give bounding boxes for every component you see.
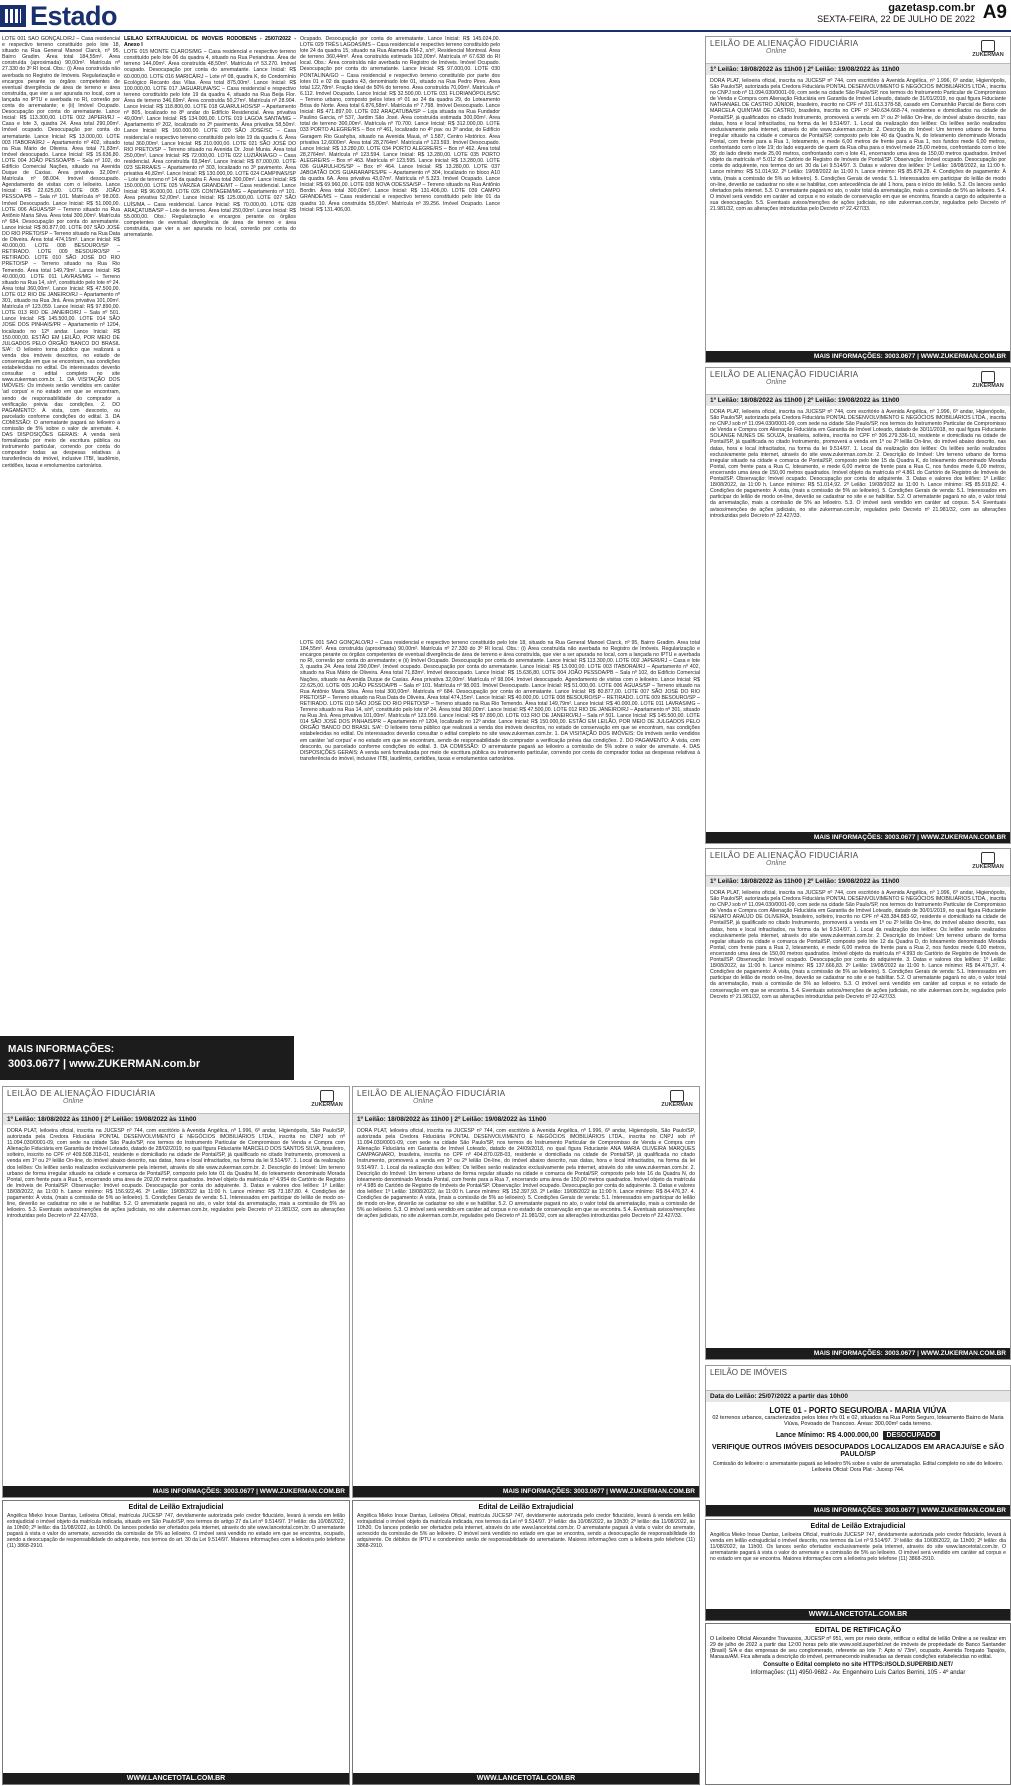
property-lot-title: LOTE 01 - PORTO SEGURO/BA - MARIA VIÚVA [769,1406,947,1415]
box-heading: LEILÃO DE ALIENAÇÃO FIDUCIÁRIA [357,1089,506,1098]
property-auction-box [705,1365,1011,1517]
auction-body: DORA PLAT, leiloeira oficial, inscrita na JUCESP nº 744, com escritório à Avenida Angélica, nº 1.996, 6º andar, Higienópolis, São Paulo/SP, autorizada pela Credora Fiduciária PONTAL DESENVOLVIMENTO E NEGÓCIOS IMOBILIÁRIOS LTDA., inscrita no CNPJ sob nº 11.094.030/0001-09, com sede na cidade São Paulo/SP, nos termos do Instrumento Particular de Compromisso de Venda e Compra com Alienação Fiduciária em Garantia de Imóvel Loteado, datado de 30/11/2018, no qual figura Fiduciante SOLANGE NUNES DE SOUZA, brasileira, solteira, inscrita no CPF nº 306.279.336-10, residente e domiciliada na cidade de Pontal/SP, já qualificada no citado Instrumento, promoverá a venda em 1º ou 2º leilão On-line, do imóvel abaixo descrito, nas datas, hora e local infracitados, na forma da lei 9.514/97. 1. Local da realização dos leilões: Os leilões serão realizados exclusivamente pela internet, através do site www.zukerman.com.br. 2. Descrição do Imóvel: Um terreno urbano de forma irregular situado na cidade e comarca de Pontal/SP, composto pelo lote 15 da Quadra K, do loteamento denominado Morada Pontal, com frente para a Rua C, loteamento, e mede 6,00 metros de frente para a Rua C, nos fundos mede 6,00 metros, encerrando uma área de 150,00 metros quadrados. Imóvel objeto da matrícula nº 4.861 do Cartório de Registro de Imóveis de Pontal/SP. Observação: Imóvel ocupado. Desocupação por conta do adquirente. 3. Datas e valores dos leilões: 1º Leilão: 18/08/2022, às 11:00 h. Lance mínimo: R$ 51.014,92. 2º Leilão: 19/08/2022 às 11:00 h. Lance mínimo: R$ 85.919,82. 4. Condições de pagamento: À vista, (mais a comissão de 5% ao leiloeiro). 5. Condições Gerais de venda: 5.1. Interessados em participar do leilão de modo on-line, deverão se cadastrar no site e se habilitar. 5.2. O arrematante pagará no ato, o valor total da arrematação, mais a comissão de 5% ao leiloeiro. 5.3. O imóvel será vendido em caráter ad corpus. 5.4. Eventuais avisos/menções de ações judiciais, no site zukerman.com.br, regulados pelo Decreto nº 21.981/32, com as alterações introduzidas pelo Decreto nº 22.427/33. [710,409,1006,519]
notice-footer: WWW.LANCETOTAL.COM.BR [353,1773,699,1784]
rectification-notice [705,1623,1011,1785]
notice-column-1-text: LOTE 001 SÃO GONÇALO/RJ – Casa residencial e respectivo terreno constituído pelo lote 18, situado na Rua General Manoel Clarck, nº 95, Bairro Gradim. Área total 184,55m². Área construída (aproximada) 90,00m². Matrícula nº 27.330 do 3º RI local. Obs.: (i) Área construída não averbada no Registro de Imóveis. Regularização e encargos perante os órgãos competentes de eventual divergência de área de terreno e área construída, que vier a ser apurada no local, com a lançada no IPTU e averbada no RI, correrão por conta do arrematante; e (ii) Imóvel Ocupado. Desocupação por conta do arrematante. Lance Inicial: R$ 113.300,00. LOTE 002 JAPERI/RJ – Casa e lote 3, quadra 24. Área total 290,00m². Imóvel ocupado. Desocupação por conta do arrematante. Lance Inicial: R$ 13.000,00. LOTE 003 ITABORAÍ/RJ – Apartamento nº 402, situado na Rua Mário de Oliveira. Área total 71,83m². Imóvel desocupado. Lance Inicial: R$ 15.636,80. LOTE 004 JOÃO PESSOA/PB – Sala nº 102, do Edifício Comercial Nações, situado na Avenida Duque de Caxias. Área privativa 32,00m². Matrícula nº 98.004. Imóvel desocupado. Agendamento de visitas com o leiloeiro. Lance Inicial: R$ 22.625,00. LOTE 005 JOÃO PESSOA/PB – Sala nº 101. Matrícula nº 98.003. Imóvel Desocupado. Lance Inicial: R$ 51.000,00. LOTE 006 ÁGUAS/SP – Terreno situado na Rua Antônio Maria Silva. Área total 300,00m². Matrícula nº 684. Desocupação por conta do arrematante. Lance Inicial: R$ 80.877,00. LOTE 007 SÃO JOSÉ DO RIO PRETO/SP – Terreno situado na Rua Data de Oliveira. Área total 474,15m². Lance Inicial: R$ 40.000,00. LOTE 008 BESOURO/SP – RETIRADO. LOTE 009 BESOURO/SP – RETIRADO. LOTE 010 SÃO JOSÉ DO RIO PRETO/SP – Terreno situado na Rua Rio Temendo. Área total 149,79m². Lance Inicial: R$ 40.000,00. LOTE 011 LAVRAS/MG – Terreno situado na Rua 14, s/nº, constituído pelo lote nº 24. Área total 360,00m². Lance Inicial: R$ 47.500,00. LOTE 012 RIO DE JANEIRO/RJ – Apartamento nº 301, situado na Rua Jirá. Área privativa 101,00m². Matrícula nº 123.059. Lance Inicial: R$ 97.890,00. LOTE 013 RIO DE JANEIRO/RJ – Sala nº 501. Lance Inicial: R$ 145.500,00. LOTE 014 SÃO JOSÉ DOS PINHAIS/PR – Apartamento nº 1204, localizado no 12º andar. Lance Inicial: R$ 150.000,00. ESTÃO EM LEILÃO, POR MEIO DE JULGADOS PELO ÓRGÃO 'BANCO DO BRASIL S/A': O leiloeiro torna público que realizará a venda dos imóveis descritos, no estado de conservação em que se encontram, nas condições estabelecidas no edital. Os interessados deverão consultar o edital completo no site www.zukerman.com.br. 1. DA VISITAÇÃO DOS IMÓVEIS: Os imóveis serão vendidos em caráter 'ad corpus' e no estado em que se encontram, sendo de responsabilidade do comprador a verificação prévia das condições. 2. DO PAGAMENTO: À vista, com desconto, ou parcelado conforme condições do edital. 3. DA COMISSÃO: O arrematante pagará ao leiloeiro a comissão de 5% sobre o valor de arremate. 4. DAS DISPOSIÇÕES GERAIS: A venda será formalizada por meio de escritura pública ou instrumento particular, correndo por conta do comprador todas as despesas relativas à transferência do imóvel, inclusive ITBI, laudêmio, certidões, taxas e emolumentos cartorários. [2,36,120,469]
more-info-contact: 3003.0677 | www.ZUKERMAN.com.br [8,1058,201,1070]
fiduciary-auction-box-5 [352,1086,700,1498]
box-online-tag: Online [766,379,787,386]
box-online-tag: Online [63,1098,84,1105]
zukerman-logo: ZUKERMAN [659,1090,695,1108]
zukerman-logo: ZUKERMAN [970,371,1006,389]
notice-column-1 [2,36,120,1032]
auction-dates: 1º Leilão: 18/08/2022 às 11h00 | 2º Leilão: 19/08/2022 às 11h00 [706,64,1010,75]
masthead [0,0,1011,30]
fiduciary-auction-box-2 [705,367,1011,844]
more-info-label: MAIS INFORMAÇÕES: [8,1044,115,1055]
masthead-rule [0,30,1011,32]
property-auction-heading: LEILÃO DE IMÓVEIS [706,1366,1010,1391]
notice-footer: WWW.LANCETOTAL.COM.BR [706,1609,1010,1620]
box-online-tag: Online [766,48,787,55]
auction-dates: 1º Leilão: 18/08/2022 às 11h00 | 2º Leilão: 19/08/2022 às 11h00 [706,876,1010,887]
vacant-badge: DESOCUPADO [883,1431,941,1440]
extrajudicial-notice-3 [705,1519,1011,1621]
box-heading: LEILÃO DE ALIENAÇÃO FIDUCIÁRIA [710,39,859,48]
zukerman-logo-icon [320,1090,334,1102]
logo-text: Estado [30,0,118,31]
notice-title: Edital de Leilão Extrajudicial [128,1504,224,1511]
commission-note: Comissão do leiloeiro: o arrematante pagará ao leiloeiro 5% sobre o valor de arrematação. Edital completo no site do leiloeiro. Leiloeira Oficial: Dora Plat - Jucesp 744. [712,1461,1004,1473]
box-online-tag: Online [413,1098,434,1105]
rectification-info: Informações: (11) 4950-9682 - Av. Engenheiro Luís Carlos Berrini, 105 - 4º andar [750,1670,966,1677]
notice-column-2-text: LOTE 015 MONTE CLAROS/MG – Casa residencial e respectivo terreno constituído pelo lote 06 da quadra 4, situado na Rua Periandras. Área de terreno 144,00m². Área construída 48,50m². Matrícula nº 53.270. Imóvel ocupado. Desocupação por conta do arrematante. Lance Inicial: R$ 60.000,00. LOTE 016 MARICÁ/RJ – Lote nº 08, quadra K, do Condomínio Ecológico Recanto das Vilas. Área total 875,00m². Lance Inicial: R$ 100.000,00. LOTE 017 JAGUARUNA/SC – Casa residencial e respectivo terreno constituído pelo lote 19 da quadra 4, situado na Rua Beija Flor. Área de terreno 346,69m². Área construída 50,27m². Matrícula nº 28.904. Lance Inicial: R$ 118.800,00. LOTE 018 GUARULHOS/SP – Apartamento nº 805, localizado no 8º andar do Edifício Residencial. Área privativa 49,00m². Lance Inicial: R$ 134.000,00. LOTE 019 LAGOA SANTA/MG – Apartamento nº 202, localizado no 2º pavimento. Área privativa 58,50m². Lance Inicial: R$ 160.000,00. LOTE 020 SÃO JOSÉ/SC – Casa residencial e respectivo terreno constituído pelo lote 19 da quadra 6. Área total 360,00m². Lance Inicial: R$ 210.000,00. LOTE 021 SÃO JOSÉ DO RIO PRETO/SP – Terreno situado na Avenida Dr. José Munia. Área total 250,00m². Lance Inicial: R$ 72.000,00. LOTE 022 LUZIÂNIA/GO – Casa residencial. Área construída 69,94m². Lance Inicial: R$ 87.000,00. LOTE 023 SERRA/ES – Apartamento nº 303, localizado no 3º pavimento. Área privativa 46,82m². Lance Inicial: R$ 130.000,00. LOTE 024 CAMPINAS/SP – Lote de terreno nº 14 da quadra F. Área total 300,00m². Lance Inicial: R$ 150.000,00. LOTE 025 VÁRZEA GRANDE/MT – Casa residencial. Lance Inicial: R$ 96.000,00. LOTE 026 CONTAGEM/MG – Apartamento nº 101. Área privativa 52,00m². Lance Inicial: R$ 125.000,00. LOTE 027 SÃO LUÍS/MA – Casa residencial. Lance Inicial: R$ 70.000,00. LOTE 028 ARAÇATUBA/SP – Lote de terreno. Área total 250,00m². Lance Inicial: R$ 55.000,00. Obs.: Regularização e encargos perante os órgãos competentes de eventual divergência de área de terreno e área construída, que vier a ser apurada no local, correrão por conta do arrematante. [124,49,296,238]
notice-title: Edital de Leilão Extrajudicial [478,1504,574,1511]
fiduciary-auction-box-4 [2,1086,350,1498]
property-auction-date: Data do Leilão: 25/07/2022 a partir das 10h00 [706,1391,1010,1402]
rectification-title: EDITAL DE RETIFICAÇÃO [814,1627,902,1634]
zukerman-logo-icon [981,371,995,383]
notice-column-2 [124,36,296,1032]
site-url: gazetasp.com.br [888,2,975,14]
zukerman-logo-icon [670,1090,684,1102]
zukerman-logo: ZUKERMAN [970,40,1006,58]
newspaper-logo [0,0,118,31]
fiduciary-auction-box-3 [705,848,1011,1360]
minimum-bid: Lance Mínimo: R$ 4.000.000,00 DESOCUPADO [706,1431,1010,1440]
box-heading: LEILÃO DE ALIENAÇÃO FIDUCIÁRIA [710,851,859,860]
auction-footer: MAIS INFORMAÇÕES: 3003.0677 | WWW.ZUKERMAN.COM.BR [706,351,1010,362]
box-heading: LEILÃO DE ALIENAÇÃO FIDUCIÁRIA [710,370,859,379]
property-lot-description: 02 terrenos urbanos, caracterizados pelos lotes nºs 01 e 02, situados na Rua Porto Seguro, loteamento Bairro de Maria Viúva, Povoado de Trancoso. Áreas: 300,00m² cada terreno. [712,1415,1004,1427]
auction-footer: MAIS INFORMAÇÕES: 3003.0677 | WWW.ZUKERMAN.COM.BR [706,1348,1010,1359]
notice-column-3 [300,36,500,636]
rectification-consult: Consulte o Edital completo no site HTTPS://SOLD.SUPERBID.NET/ [763,1662,953,1669]
edition-date: SEXTA-FEIRA, 22 DE JULHO DE 2022 [817,14,975,24]
auction-body: DORA PLAT, leiloeira oficial, inscrita na JUCESP nº 744, com escritório à Avenida Angélica, nº 1.996, 6º andar, Higienópolis, São Paulo/SP, autorizada pela Credora Fiduciária PONTAL DESENVOLVIMENTO E NEGÓCIOS IMOBILIÁRIOS LTDA., inscrita no CNPJ sob nº 11.094.030/0001-09, com sede na cidade São Paulo/SP, nos termos do Instrumento Particular de Compromisso de Venda e Compra com Alienação Fiduciária em Garantia de Imóvel Loteado, datado de 28/02/2019, no qual figura Fiduciante MARCELO DOS SANTOS SILVA, brasileiro, solteiro, inscrito no CPF nº 409.508.318-01, residente e domiciliado na cidade de Pontal/SP, já qualificado no citado Instrumento, promoverá a venda em 1º ou 2º leilão On-line, do imóvel abaixo descrito, nas datas, hora e local infracitados, na forma da lei 9.514/97. 1. Local da realização dos leilões: Os leilões serão realizados exclusivamente pela internet, através do site www.zukerman.com.br. 2. Descrição do Imóvel: Um terreno urbano de forma irregular situado na cidade e comarca de Pontal/SP, composto pelo lote 01 da Quadra M, do loteamento denominado Morada Pontal, com frente para a Rua 5, encerrando uma área de 202,00 metros quadrados. Imóvel objeto da matrícula nº 4.954 do Cartório de Registro de Imóveis de Pontal/SP. Observação: Imóvel ocupado. Desocupação por conta do adquirente. 3. Datas e valores dos leilões: 1º Leilão: 18/08/2022, às 11:00 h. Lance mínimo: R$ 156.922,46. 2º Leilão: 19/08/2022 às 11:00 h. Lance mínimo: R$ 73.187,80. 4. Condições de pagamento: À vista, (mais a comissão de 5% ao leiloeiro). 5. Condições Gerais de venda: 5.1. Interessados em participar do leilão de modo on-line, deverão se cadastrar no site e se habilitar. 5.2. O arrematante pagará no ato, o valor total da arrematação, mais a comissão de 5% ao leiloeiro. 5.3. Eventuais avisos/menções de ações judiciais, no site zukerman.com.br, regulados pelo Decreto nº 21.981/32, com as alterações introduzidas pelo Decreto nº 22.427/33. [7,1128,345,1220]
auction-body: DORA PLAT, leiloeira oficial, inscrita na JUCESP nº 744, com escritório à Avenida Angélica, nº 1.996, 6º andar, Higienópolis, São Paulo/SP, autorizada pela Credora Fiduciária PONTAL DESENVOLVIMENTO E NEGÓCIOS IMOBILIÁRIOS LTDA., inscrita no CNPJ sob nº 11.094.030/0001-09, com sede na cidade São Paulo/SP, nos termos do Instrumento Particular de Compromisso de Venda e Compra com Alienação Fiduciária em Garantia de Imóvel Loteado, datado de 24/09/2018, no qual figura Fiduciante ANA MARIA OLIVEIRA MARQUES CAMPAGNARO, brasileira, inscrita no CPF nº 404.870.028-03, residente e domiciliada na cidade de Pontal/SP, já qualificada no citado Instrumento, promoverá a venda em 1º ou 2º leilão On-line, do imóvel abaixo descrito, nas datas, hora e local infracitados, na forma da lei 9.514/97. 1. Local da realização dos leilões: Os leilões serão realizados exclusivamente pela internet, através do site www.zukerman.com.br. 2. Descrição do Imóvel: Um terreno urbano de forma regular situado na cidade e comarca de Pontal/SP, composto pelo lote 16 da Quadra N, do loteamento denominado Morada Pontal, com frente para a Rua 7, encerrando uma área de 150,00 metros quadrados. Imóvel objeto da matrícula nº 4.985 do Cartório de Registro de Imóveis de Pontal/SP. Observação: Imóvel ocupado. Desocupação por conta do adquirente. 3. Datas e valores dos leilões: 1º Leilão: 18/08/2022, às 11:00 h. Lance mínimo: R$ 152.397,93. 2º Leilão: 19/08/2022 às 11:00 h. Lance mínimo: R$ 84.476,37. 4. Condições de pagamento: À vista, (mais a comissão de 5% ao leiloeiro). 5. Condições Gerais de venda: 5.1. Interessados em participar do leilão de modo on-line, deverão se cadastrar no site e se habilitar. 5.2. O arrematante pagará no ato, o valor total da arrematação, mais a comissão de 5% ao leiloeiro. 5.3. O imóvel será vendido em caráter ad corpus e no estado de conservação em que se encontra. 5.4. Eventuais avisos/menções de ações judiciais, no site zukerman.com.br, regulados pelo Decreto nº 21.981/32, com as alterações introduzidas pelo Decreto nº 22.427/33. [357,1128,695,1220]
notice-body: Angélica Mieko Inoue Dantas, Leiloeira Oficial, matrícula JUCESP 747, devidamente autorizada pelo credor fiduciário, levará à venda em leilão extrajudicial o imóvel objeto da matrícula indicada, nos termos da Lei nº 9.514/97. 1º leilão: dia 10/08/2022, às 10h30; 2º leilão: dia 11/08/2022, às 10h30. Os lances poderão ser ofertados pela internet, através do site www.lancetotal.com.br. O arrematante pagará à vista o valor do arremate, acrescido da comissão de 5% ao leiloeiro. O imóvel será vendido no estado em que se encontra, sendo a desocupação de responsabilidade do adquirente. Os débitos de IPTU e condomínio serão de responsabilidade do arrematante. Maiores informações com a leiloeira pelo telefone (11) 3868-2910. [357,1513,695,1550]
extrajudicial-notice-1 [2,1500,350,1785]
notice-body: Angélica Mieko Inoue Dantas, Leiloeira Oficial, matrícula JUCESP 747, devidamente autorizada pelo credor fiduciário, levará à venda em leilão extrajudicial o imóvel objeto da matrícula indicada, situado em São Paulo/SP, nos termos do artigo 27 da Lei nº 9.514/97. 1º leilão: dia 10/08/2022, às 10h00; 2º leilão: dia 11/08/2022, às 10h00. Os lances poderão ser ofertados pela internet, através do site www.lancetotal.com.br. O arrematante pagará à vista o valor do arremate, acrescido da comissão de 5% ao leiloeiro. O imóvel será vendido no estado em que se encontra, ocupado, sendo a desocupação de responsabilidade do adquirente, nos termos do art. 30 da Lei 9.514/97. Maiores informações com a leiloeira pelo telefone (11) 3868-2910. [7,1513,345,1550]
zukerman-logo-icon [981,40,995,52]
page-number: A9 [982,2,1007,23]
auction-body: DORA PLAT, leiloeira oficial, inscrita na JUCESP nº 744, com escritório à Avenida Angélica, nº 1.996, 6º andar, Higienópolis, São Paulo/SP, autorizada pela Credora Fiduciária PONTAL DESENVOLVIMENTO E NEGÓCIOS IMOBILIÁRIOS LTDA., inscrita no CNPJ sob nº 11.094.030/0001-09, com sede na cidade São Paulo/SP, nos termos do Instrumento Particular de Compromisso de Venda e Compra com Alienação Fiduciária em Garantia de Imóvel Loteado, datado de 31/01/2019, no qual figura Fiduciante NATHANAEL DE CASTRO JÚNIOR, brasileiro, inscrito no CPF nº 311.613.378-58, casado em Comunhão Parcial de Bens com MARCELA QUINTAM DE CASTRO, brasileira, inscrita no CPF nº 340.634.668-74, residentes e domiciliados na cidade de Pontal/SP, já qualificados no citado Instrumento, promoverá a venda em 1º ou 2º leilão On-line, do imóvel abaixo descrito, nas datas, hora e local infracitados, na forma da lei 9.514/97. 1. Local da realização dos leilões: Os leilões serão realizados exclusivamente pela internet, através do site www.zukerman.com.br. 2. Descrição do Imóvel: Um terreno urbano de forma irregular situado na cidade e comarca de Pontal/SP, composto pelo lote 40 da Quadra N, do loteamento denominado Morada Pontal, com frente para a Rua 1, loteamento, e mede 6,00 metros de frente para a Rua 1, nos fundos mede 6,00 metros, confrontando com o lote 19; do lado esquerdo de quem da Rua olha para o imóvel mede 25,00 metros, confrontando com o lote 39; do lado direito mede 25,00 metros, confrontando com o lote 41, encerrando uma área de 150,00 metros quadrados. Imóvel objeto da matrícula nº 5.012 do Cartório de Registro de Imóveis de Pontal/SP. Observação: Imóvel ocupado. Desocupação por conta do adquirente, nos termos do art. 30 da Lei 9.514/97. 3. Datas e valores dos leilões: 1º Leilão: 18/08/2022, às 11:00 h. Lance mínimo: R$ 51.014,92. 2º Leilão: 19/08/2022 às 11:00 h. Lance mínimo: R$ 85.879,28. 4. Condições de pagamento: À vista, (mais a comissão de 5% ao leiloeiro). 5. Condições Gerais de venda: 5.1. Interessados em participar do leilão de modo on-line, deverão se cadastrar no site e se habilitar, com antecedência de até 1 hora, para o início do leilão. 5.2. Os lances serão ofertados pela internet. 5.3. O arrematante pagará no ato, o valor total da arrematação, mais a comissão de 5% ao leiloeiro. 5.4. O imóvel será vendido em caráter ad corpus e no estado de conservação em que se encontra, ficando a cargo do adquirente a sua desocupação. 5.5. Eventuais avisos/menções de ações judiciais, no site zukerman.com.br, regulados pelo Decreto nº 21.981/32, com as alterações introduzidas pelo Decreto nº 22.427/33. [710,78,1006,212]
zukerman-logo-icon [981,852,995,864]
auction-dates: 1º Leilão: 18/08/2022 às 11h00 | 2º Leilão: 19/08/2022 às 11h00 [353,1114,699,1125]
other-properties-callout: VERIFIQUE OUTROS IMÓVEIS DESOCUPADOS LOCALIZADOS EM ARACAJU/SE e SÃO PAULO/SP [711,1444,1005,1458]
notice-body: Angélica Mieko Inoue Dantas, Leiloeira Oficial, matrícula JUCESP 747, devidamente autorizada pelo credor fiduciário, levará à venda em leilão extrajudicial o imóvel descrito, nos termos da Lei nº 9.514/97. 1º leilão: dia 10/08/2022, às 11h00; 2º leilão: dia 11/08/2022, às 11h00. Os lances serão ofertados exclusivamente pela internet, através do site www.lancetotal.com.br. O arrematante pagará à vista o valor do arremate e a comissão de 5% ao leiloeiro. O imóvel será vendido em caráter ad corpus e no estado em que se encontra. Maiores informações com a leiloeira pelo telefone (11) 3868-2910. [710,1532,1006,1563]
logo-mark-icon [0,5,26,27]
auction-footer: MAIS INFORMAÇÕES: 3003.0677 | WWW.ZUKERMAN.COM.BR [706,832,1010,843]
notice-title: Edital de Leilão Extrajudicial [810,1523,906,1530]
notice-title: LEILÃO EXTRAJUDICIAL DE IMÓVEIS RODOBENS - 25/07/2022 - Anexo I [124,36,296,49]
property-auction-footer: MAIS INFORMAÇÕES: 3003.0677 | WWW.ZUKERMAN.COM.BR [706,1505,1010,1516]
notice-footer: WWW.LANCETOTAL.COM.BR [3,1773,349,1784]
zukerman-logo: ZUKERMAN [309,1090,345,1108]
box-online-tag: Online [766,860,787,867]
extrajudicial-notice-2 [352,1500,700,1785]
box-heading: LEILÃO DE ALIENAÇÃO FIDUCIÁRIA [7,1089,156,1098]
more-info-banner [0,1036,294,1080]
rectification-body: O Leiloeiro Oficial Alexandre Travassos, JUCESP nº 951, vem por meio deste, retificar o edital de leilão Online a se realizar em 29 de julho de 2022 a partir das 12:00 horas pelo site www.sold.superbid.net de imóveis de propriedade do Banco Santander (Brasil) S/A e das empresas de seu conglomerado, referente ao lote 7: Apto n/ 73m², ocupado, Avenida Torquato Tapajós, Manaus/AM. Fica alterada a descrição do imóvel, permanecendo inalteradas as demais condições estabelecidas no edital. [710,1636,1006,1661]
auction-body: DORA PLAT, leiloeira oficial, inscrita na JUCESP nº 744, com escritório à Avenida Angélica, nº 1.996, 6º andar, Higienópolis, São Paulo/SP, autorizada pela Credora Fiduciária PONTAL DESENVOLVIMENTO E NEGÓCIOS IMOBILIÁRIOS LTDA., inscrita no CNPJ sob nº 11.094.030/0001-09, com sede na cidade São Paulo/SP, nos termos do Instrumento Particular de Compromisso de Venda e Compra com Alienação Fiduciária em Garantia de Imóvel Loteado, datado de 30/01/2019, no qual figura Fiduciante RENATO ARAÚJO DE OLIVEIRA, brasileiro, solteiro, inscrito no CPF nº 428.384.883-92, residente e domiciliado na cidade de Pontal/SP, já qualificado no citado Instrumento, promoverá a venda em 1º ou 2º leilão On-line, do imóvel abaixo descrito, nas datas, hora e local infracitados, na forma da lei 9.514/97. 1. Local da realização dos leilões: Os leilões serão realizados exclusivamente pela internet, através do site www.zukerman.com.br. 2. Descrição do Imóvel: Um terreno urbano de forma regular situado na cidade e comarca de Pontal/SP, composto pelo lote 12 da Quadra D, do loteamento denominado Morada Pontal, com frente para a Rua 2, loteamento, e mede 6,00 metros de frente para a Rua 2, nos fundos mede 6,00 metros, encerrando uma área de 150,00 metros quadrados. Imóvel objeto da matrícula nº 4.993 do Cartório de Registro de Imóveis de Pontal/SP. Observação: Imóvel ocupado. Desocupação por conta do adquirente. 3. Datas e valores dos leilões: 1º Leilão: 18/08/2022, às 11:00 h. Lance mínimo: R$ 137.666,83. 2º Leilão: 19/08/2022 às 11:00 h. Lance mínimo: R$ 84.476,37. 4. Condições de pagamento: À vista, (mais a comissão de 5% ao leiloeiro). 5. Condições Gerais de venda: 5.1. Interessados em participar do leilão de modo on-line, deverão se cadastrar no site e se habilitar. 5.2. O arrematante pagará no ato, o valor total da arrematação, mais a comissão de 5% ao leiloeiro. 5.3. O imóvel será vendido em caráter ad corpus e no estado de conservação em que se encontra. 5.4. Eventuais avisos/menções de ações judiciais, no site zukerman.com.br, regulados pelo Decreto nº 21.981/32, com as alterações introduzidas pelo Decreto nº 22.427/33. [710,890,1006,1000]
auction-footer: MAIS INFORMAÇÕES: 3003.0677 | WWW.ZUKERMAN.COM.BR [3,1486,349,1497]
notice-column-4-text: LOTE 001 SÃO GONÇALO/RJ – Casa residencial e respectivo terreno constituído pelo lote 18, situado na Rua General Manoel Clarck, nº 95, Bairro Gradim. Área total 184,55m². Área construída (aproximada) 90,00m². Matrícula nº 27.330 do 3º RI local. Obs.: (i) Área construída não averbada no Registro de Imóveis. Regularização e encargos perante os órgãos competentes de eventual divergência de área de terreno e área construída, que vier a ser apurada no local, com a lançada no IPTU e averbada no RI, correrão por conta do arrematante; e (ii) Imóvel Ocupado. Desocupação por conta do arrematante. Lance Inicial: R$ 113.300,00. LOTE 002 JAPERI/RJ – Casa e lote 3, quadra 24. Área total 290,00m². Imóvel ocupado. Desocupação por conta do arrematante. Lance Inicial: R$ 13.000,00. LOTE 003 ITABORAÍ/RJ – Apartamento nº 402, situado na Rua Mário de Oliveira. Área total 71,83m². Imóvel desocupado. Lance Inicial: R$ 15.636,80. LOTE 004 JOÃO PESSOA/PB – Sala nº 102, do Edifício Comercial Nações, situado na Avenida Duque de Caxias. Área privativa 32,00m². Matrícula nº 98.004. Imóvel desocupado. Agendamento de visitas com o leiloeiro. Lance Inicial: R$ 22.625,00. LOTE 005 JOÃO PESSOA/PB – Sala nº 101. Matrícula nº 98.003. Imóvel Desocupado. Lance Inicial: R$ 51.000,00. LOTE 006 ÁGUAS/SP – Terreno situado na Rua Antônio Maria Silva. Área total 300,00m². Matrícula nº 684. Desocupação por conta do arrematante. Lance Inicial: R$ 80.877,00. LOTE 007 SÃO JOSÉ DO RIO PRETO/SP – Terreno situado na Rua Data de Oliveira. Área total 474,15m². Lance Inicial: R$ 40.000,00. LOTE 008 BESOURO/SP – RETIRADO. LOTE 009 BESOURO/SP – RETIRADO. LOTE 010 SÃO JOSÉ DO RIO PRETO/SP – Terreno situado na Rua Rio Temendo. Área total 149,79m². Lance Inicial: R$ 40.000,00. LOTE 011 LAVRAS/MG – Terreno situado na Rua 14, s/nº, constituído pelo lote nº 24. Área total 360,00m². Lance Inicial: R$ 47.500,00. LOTE 012 RIO DE JANEIRO/RJ – Apartamento nº 301, situado na Rua Jirá. Área privativa 101,00m². Matrícula nº 123.059. Lance Inicial: R$ 97.890,00. LOTE 013 RIO DE JANEIRO/RJ – Sala nº 501. Lance Inicial: R$ 145.500,00. LOTE 014 SÃO JOSÉ DOS PINHAIS/PR – Apartamento nº 1204, localizado no 12º andar. Lance Inicial: R$ 150.000,00. ESTÃO EM LEILÃO, POR MEIO DE JULGADOS PELO ÓRGÃO 'BANCO DO BRASIL S/A': O leiloeiro torna público que realizará a venda dos imóveis descritos, no estado de conservação em que se encontram, nas condições estabelecidas no edital. Os interessados deverão consultar o edital completo no site www.zukerman.com.br. 1. DA VISITAÇÃO DOS IMÓVEIS: Os imóveis serão vendidos em caráter 'ad corpus' e no estado em que se encontram, sendo de responsabilidade do comprador a verificação prévia das condições. 2. DO PAGAMENTO: À vista, com desconto, ou parcelado conforme condições do edital. 3. DA COMISSÃO: O arrematante pagará ao leiloeiro a comissão de 5% sobre o valor de arremate. 4. DAS DISPOSIÇÕES GERAIS: A venda será formalizada por meio de escritura pública ou instrumento particular, correndo por conta do comprador todas as despesas relativas à transferência do imóvel, inclusive ITBI, laudêmio, certidões, taxas e emolumentos cartorários. [300,640,700,762]
fiduciary-auction-box-1 [705,36,1011,363]
auction-dates: 1º Leilão: 18/08/2022 às 11h00 | 2º Leilão: 19/08/2022 às 11h00 [3,1114,349,1125]
zukerman-logo: ZUKERMAN [970,852,1006,870]
notice-column-4 [300,640,700,1080]
auction-dates: 1º Leilão: 18/08/2022 às 11h00 | 2º Leilão: 19/08/2022 às 11h00 [706,395,1010,406]
auction-footer: MAIS INFORMAÇÕES: 3003.0677 | WWW.ZUKERMAN.COM.BR [353,1486,699,1497]
notice-column-3-text: Ocupado. Desocupação por conta do arrematante. Lance Inicial: R$ 145.024,00. LOTE 029 TRÊS LAGOAS/MS – Casa residencial e respectivo terreno constituído pelo lote 24 da quadra 15, situado na Rua Alameda RM-2, s/nº, Residencial Montreal. Área de terreno 360,44m². Área construída estimada 102,00m². Matrícula nº 67.638 do RI local. Obs.: Área construída não averbada no Registro de Imóveis. Imóvel Ocupado. Desocupação por conta do arrematante. Lance Inicial: R$ 97.000,00. LOTE 030 PONTALINA/GO – Casa residencial e respectivo terreno constituído por parte dos lotes 01 e 02 da quadra 43, denominado lote 01, situado na Rua Pedro Pires. Área total 122,78m². Fração ideal de 50% do terreno. Área construída 70,00m². Matrícula nº 6.112. Imóvel Ocupado. Lance Inicial: R$ 32.500,00. LOTE 031 FLORIANÓPOLIS/SC – Terreno urbano, composto pelos lotes nº 01 ao 24 da quadra 29, do Loteamento Brisa do Norte. Área total 6.876,58m². Matrícula nº 7.798. Imóvel Desocupado. Lance Inicial: R$ 471.897,00. LOTE 032 ARAÇATUBA/SP – Loja situada na Rua Fundador Paulino Garcia, nº 537, Jardim São José. Área construída estimada 300,00m². Área total de terreno 300,00m². Matrícula nº 70.700. Lance Inicial: R$ 312.000,00. LOTE 033 PORTO ALEGRE/RS – Box nº 461, localizado no 4º pav. ou 3º andar, do Edifício Garagem Rio Guahyba, situado na Avenida Mauá, nº 1.587, Centro Histórico. Área privativa 12,6000m². Área total 28,2764m². Matrícula nº 123.593. Imóvel Desocupado. Lance Inicial: R$ 13.280,00. LOTE 034 PORTO ALEGRE/RS – Box nº 462. Área total 28,2764m². Matrícula nº 123.594. Lance Inicial: R$ 13.280,00. LOTE 035 PORTO ALEGRE/RS – Box nº 463. Matrícula nº 123.595. Lance Inicial: R$ 13.280,00. LOTE 036 GUARULHOS/SP – Box nº 464. Lance Inicial: R$ 13.280,00. LOTE 037 JABOATÃO DOS GUARARAPES/PE – Apartamento nº 304, localizado no bloco A10 da quadra 6A. Área privativa 43,07m². Matrícula nº 5.323. Imóvel Ocupado. Lance Inicial: R$ 69.960,00. LOTE 038 NOVA ODESSA/SP – Terreno situado na Rua Antônio Bordin. Área total 300,00m². Lance Inicial: R$ 131.406,00. LOTE 039 CAMPO GRANDE/MS – Casa residencial e respectivo terreno constituído pelo lote 01 da quadra 10. Área construída 55,00m². Matrícula nº 39.256. Imóvel Ocupado. Lance Inicial: R$ 131.406,00. [300,36,500,213]
